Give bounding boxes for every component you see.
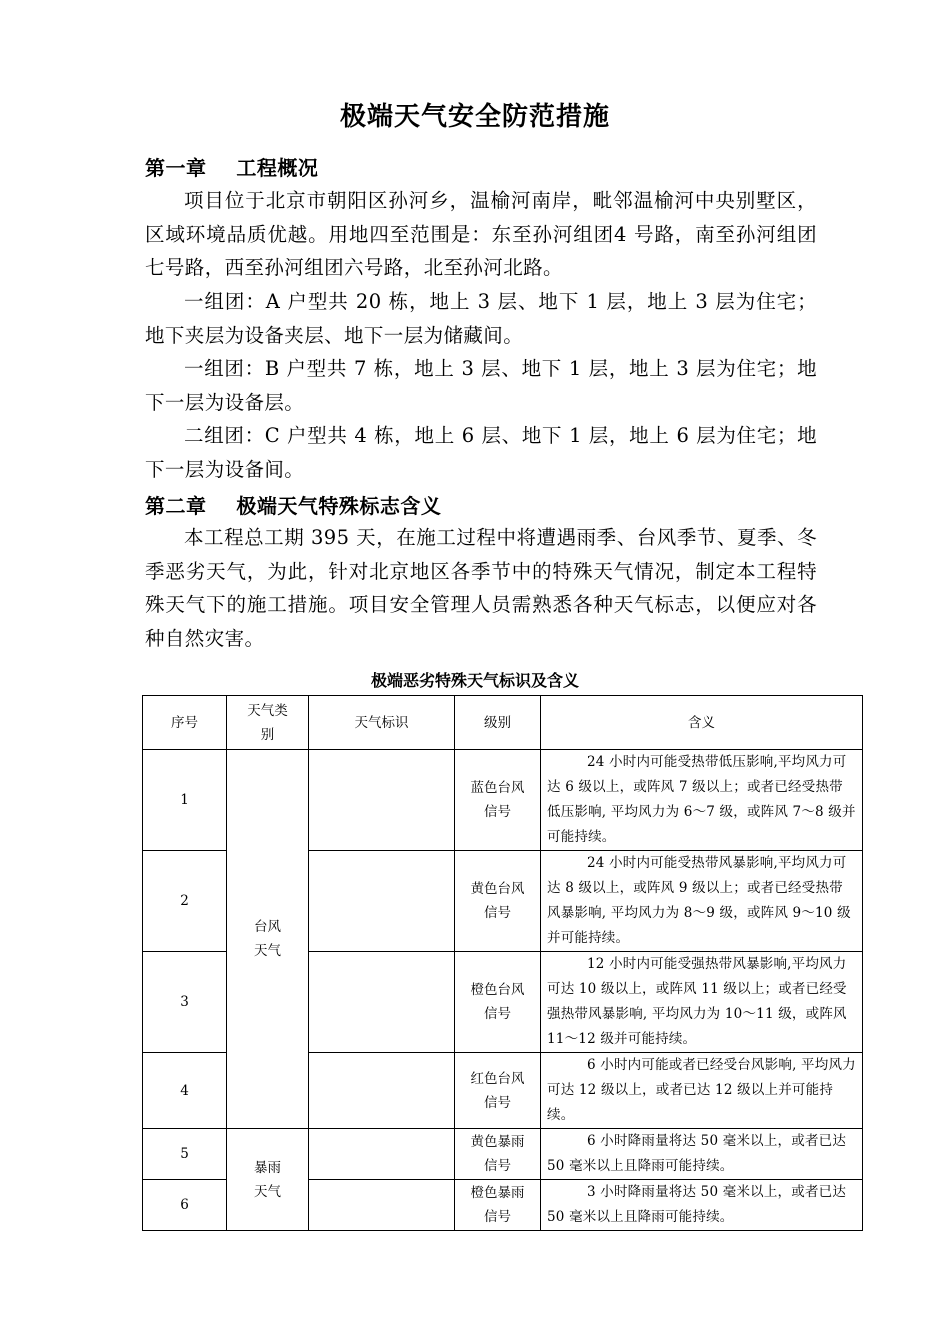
chapter-2-heading: 第二章 极端天气特殊标志含义 [145, 494, 442, 518]
weather-sign-cell [309, 750, 455, 851]
chapter-1-paragraph-3: 一组团：B 户型共 7 栋，地上 3 层、地下 1 层，地上 3 层为住宅；地下一层为设备层。 [145, 357, 817, 414]
document-title: 极端天气安全防范措施 [339, 102, 610, 132]
weather-sign-cell [309, 851, 455, 952]
row-number: 2 [143, 851, 227, 952]
table-caption: 极端恶劣特殊天气标识及含义 [370, 671, 579, 690]
level-cell: 红色台风信号 [455, 1053, 541, 1129]
header-number: 序号 [143, 696, 227, 750]
meaning-cell: 6 小时降雨量将达 50 毫米以上，或者已达 50 毫米以上且降雨可能持续。 [541, 1129, 863, 1180]
header-meaning: 含义 [541, 696, 863, 750]
level-cell: 黄色台风信号 [455, 851, 541, 952]
chapter-1-paragraph-4: 二组团：C 户型共 4 栋，地上 6 层、地下 1 层，地上 6 层为住宅；地下一层为设备间。 [145, 424, 817, 481]
level-cell: 黄色暴雨信号 [455, 1129, 541, 1180]
weather-sign-cell [309, 1129, 455, 1180]
meaning-cell: 24 小时内可能受热带低压影响,平均风力可达 6 级以上，或阵风 7 级以上；或者已经受热带低压影响, 平均风力为 6～7 级，或阵风 7～8 级并可能持续。 [541, 750, 863, 851]
row-number: 3 [143, 952, 227, 1053]
meaning-cell: 12 小时内可能受强热带风暴影响,平均风力可达 10 级以上，或阵风 11 级以上；或者已经受强热带风暴影响, 平均风力为 10～11 级，或阵风 11～12 级并可能持续。 [541, 952, 863, 1053]
weather-signal-table [142, 695, 863, 1231]
row-number: 5 [143, 1129, 227, 1180]
chapter-2-paragraph-1: 本工程总工期 395 天，在施工过程中将遭遇雨季、台风季节、夏季、冬季恶劣天气，为此，针对北京地区各季节中的特殊天气情况，制定本工程特殊天气下的施工措施。项目安全管理人员需熟悉各种天气标志，以便应对各种自然灾害。 [145, 526, 817, 650]
chapter-1-paragraph-2: 一组团：A 户型共 20 栋，地上 3 层、地下 1 层，地上 3 层为住宅；地下夹层为设备夹层、地下一层为储藏间。 [145, 290, 817, 347]
weather-sign-cell [309, 952, 455, 1053]
header-weather-category: 天气类别 [227, 696, 309, 750]
row-number: 4 [143, 1053, 227, 1129]
header-level: 级别 [455, 696, 541, 750]
meaning-cell: 3 小时降雨量将达 50 毫米以上，或者已达 50 毫米以上且降雨可能持续。 [541, 1180, 863, 1231]
row-number: 6 [143, 1180, 227, 1231]
chapter-1-paragraph-1: 项目位于北京市朝阳区孙河乡，温榆河南岸，毗邻温榆河中央别墅区，区域环境品质优越。用地四至范围是：东至孙河组团4 号路，南至孙河组团七号路，西至孙河组团六号路，北至孙河北路。 [145, 189, 817, 279]
category-cell-rainstorm: 暴雨天气 [227, 1129, 309, 1231]
level-cell: 橙色暴雨信号 [455, 1180, 541, 1231]
weather-sign-cell [309, 1180, 455, 1231]
level-cell: 橙色台风信号 [455, 952, 541, 1053]
level-cell: 蓝色台风信号 [455, 750, 541, 851]
weather-sign-cell [309, 1053, 455, 1129]
row-number: 1 [143, 750, 227, 851]
meaning-cell: 6 小时内可能或者已经受台风影响, 平均风力可达 12 级以上，或者已达 12 级以上并可能持续。 [541, 1053, 863, 1129]
meaning-cell: 24 小时内可能受热带风暴影响,平均风力可达 8 级以上，或阵风 9 级以上；或者已经受热带风暴影响, 平均风力为 8～9 级，或阵风 9～10 级并可能持续。 [541, 851, 863, 952]
category-cell-typhoon: 台风天气 [227, 750, 309, 1129]
header-weather-sign: 天气标识 [309, 696, 455, 750]
chapter-1-heading: 第一章 工程概况 [145, 156, 319, 180]
table-header-row [143, 696, 863, 750]
table-row [143, 1129, 863, 1180]
table-row [143, 750, 863, 851]
